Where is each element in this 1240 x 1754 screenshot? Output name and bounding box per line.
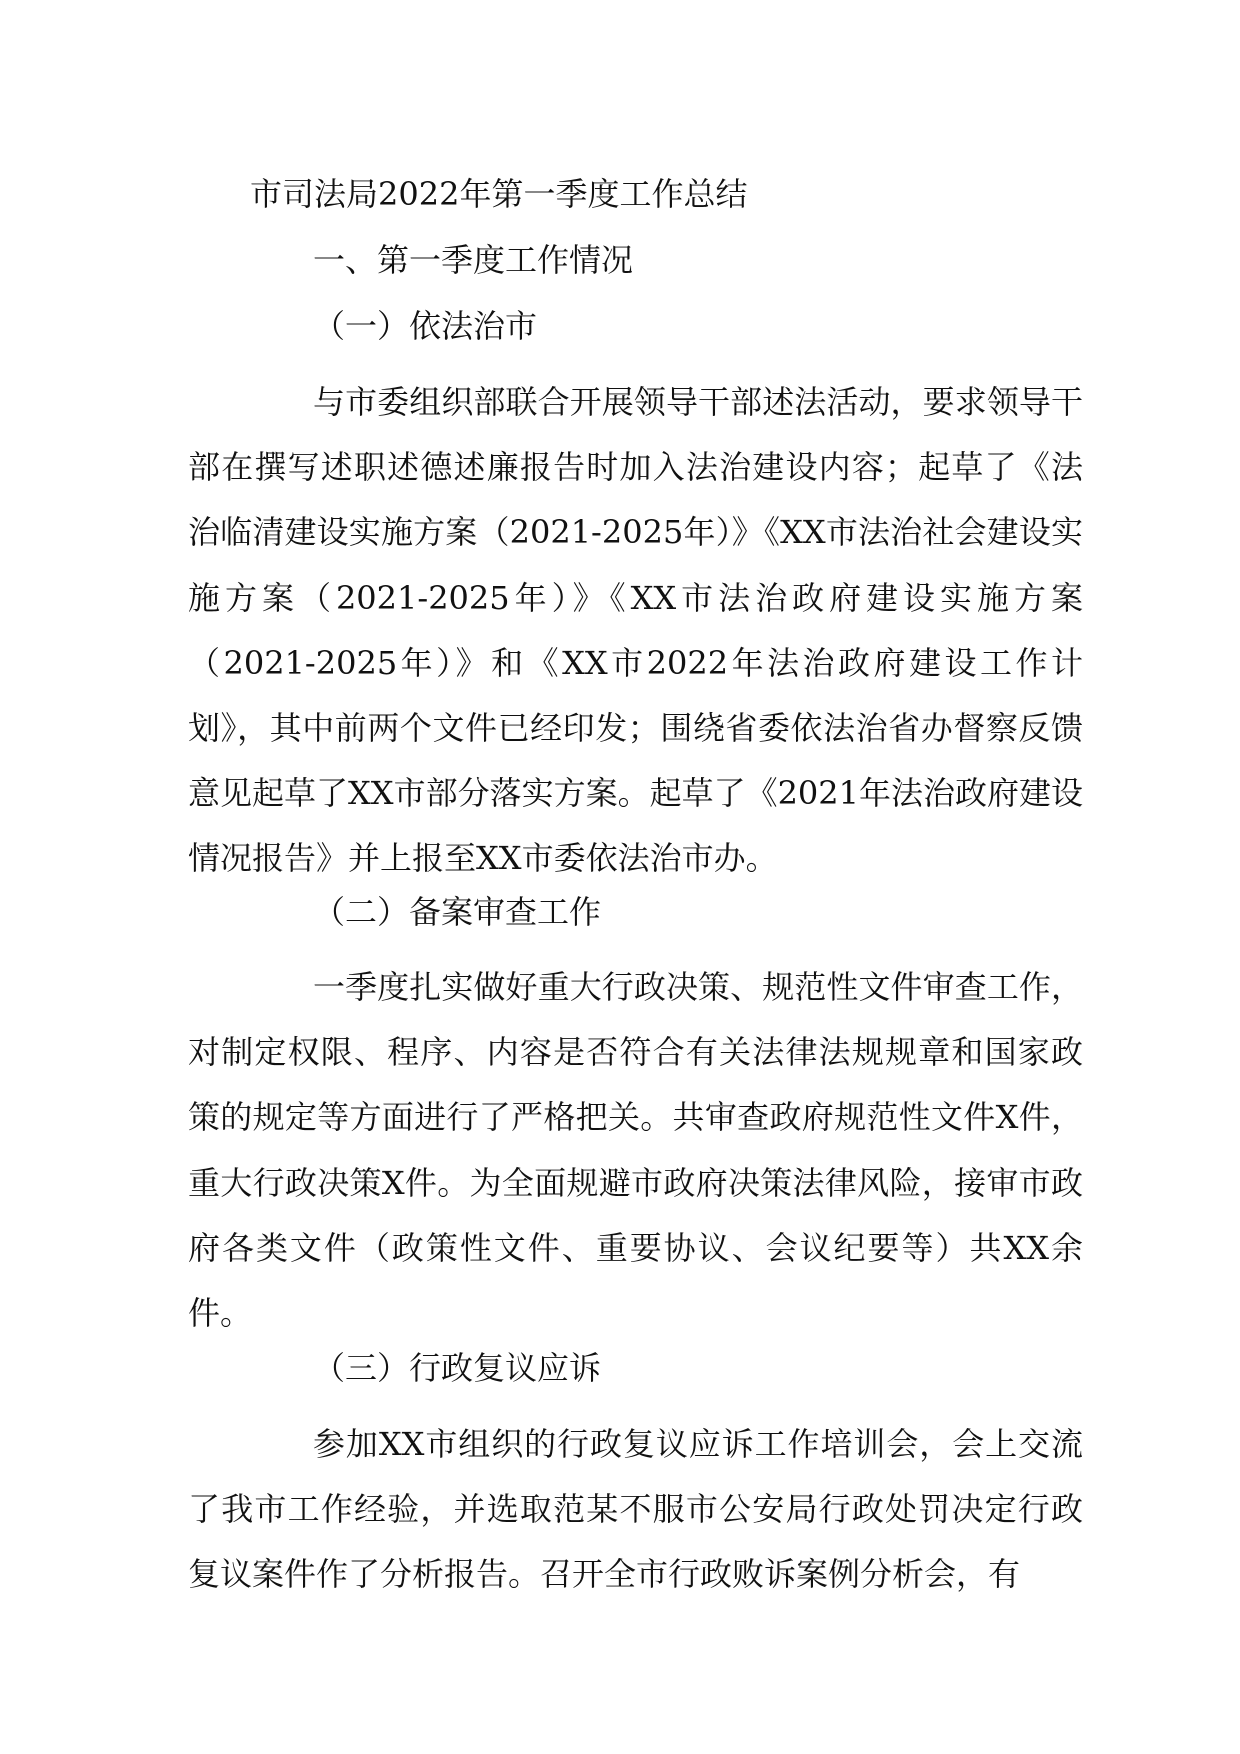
subsection-heading-rule-of-law: （一）依法治市 (313, 307, 538, 345)
subsection-heading-administrative-review: （三）行政复议应诉 (313, 1349, 602, 1387)
paragraph-administrative-review: 参加XX市组织的行政复议应诉工作培训会，会上交流了我市工作经验，并选取范某不服市公安局行政处罚决定行政复议案件作了分析报告。召开全市行政败诉案例分析会，有 (188, 1425, 1083, 1594)
paragraph-rule-of-law: 与市委组织部联合开展领导干部述法活动，要求领导干部在撰写述职述德述廉报告时加入法治建设内容；起草了《法治临清建设实施方案（2021-2025年）》《XX市法治社会建设实施方案（2021-2025年）》《XX市法治政府建设实施方案（2021-2025年）》和《XX市2022年法治政府建设工作计划》，其中前两个文件已经印发；围绕省委依法治省办督察反馈意见起草了XX市部分落实方案。起草了《2021年法治政府建设情况报告》并上报至XX市委依法治市办。 (188, 383, 1084, 878)
document-title: 市司法局2022年第一季度工作总结 (250, 175, 748, 213)
section-heading-work-status: 一、第一季度工作情况 (313, 241, 634, 279)
paragraph-filing-review: 一季度扎实做好重大行政决策、规范性文件审查工作，对制定权限、程序、内容是否符合有关法律法规规章和国家政策的规定等方面进行了严格把关。共审查政府规范性文件X件，重大行政决策X件。为全面规避市政府决策法律风险，接审市政府各类文件（政策性文件、重要协议、会议纪要等）共XX余件。 (188, 968, 1083, 1333)
subsection-heading-filing-review: （二）备案审查工作 (313, 893, 602, 931)
